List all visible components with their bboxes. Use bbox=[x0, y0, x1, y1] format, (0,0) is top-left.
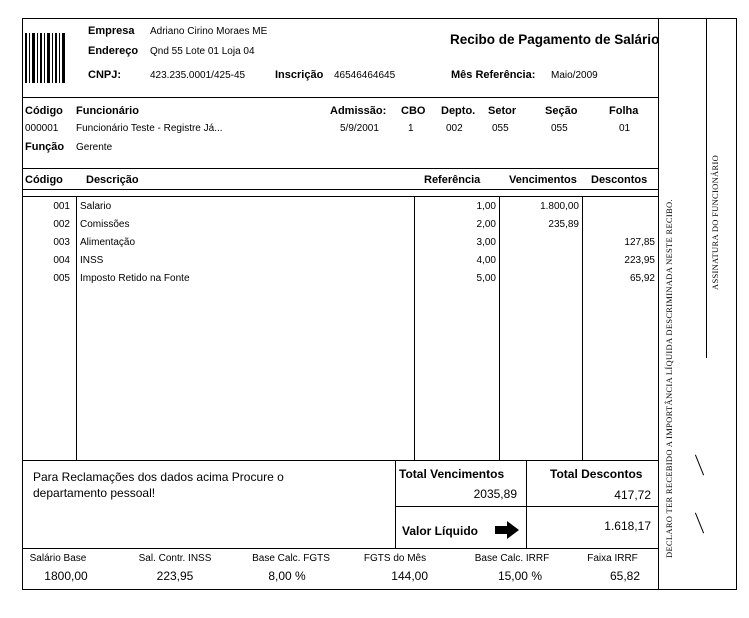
base-calc-fgts-label: Base Calc. FGTS bbox=[252, 553, 330, 564]
date-slash-mark bbox=[695, 513, 704, 534]
employee-folha: 01 bbox=[619, 123, 631, 134]
divider-table-bottom bbox=[22, 460, 659, 461]
table-row bbox=[22, 255, 659, 271]
col-line-vencimentos bbox=[582, 196, 583, 461]
signature-line bbox=[706, 18, 707, 358]
row-descontos: 127,85 bbox=[624, 237, 655, 248]
employee-secao: 055 bbox=[551, 123, 568, 134]
arrow-right-icon bbox=[494, 521, 520, 539]
faixa-irrf-label: Faixa IRRF bbox=[587, 553, 638, 564]
row-vencimentos: 235,89 bbox=[548, 219, 579, 230]
total-descontos-value: 417,72 bbox=[614, 488, 651, 502]
row-descricao: INSS bbox=[80, 255, 104, 266]
fgts-mes-value: 144,00 bbox=[391, 569, 428, 583]
cbo-label: CBO bbox=[401, 105, 426, 117]
employee-admissao: 5/9/2001 bbox=[340, 123, 379, 134]
row-codigo: 004 bbox=[53, 255, 70, 266]
endereco-label: Endereço bbox=[88, 45, 139, 57]
table-row bbox=[22, 237, 659, 253]
faixa-irrf-value: 65,82 bbox=[609, 569, 640, 583]
barcode-icon bbox=[25, 33, 65, 83]
secao-label: Seção bbox=[545, 105, 578, 117]
table-header-vencimentos: Vencimentos bbox=[509, 174, 577, 186]
totals-left-line bbox=[395, 460, 396, 549]
row-referencia: 4,00 bbox=[476, 255, 496, 266]
divider-header bbox=[22, 97, 659, 98]
row-descricao: Salario bbox=[80, 201, 112, 212]
divider-footer bbox=[22, 548, 659, 549]
sal-contr-inss-label: Sal. Contr. INSS bbox=[138, 553, 212, 564]
row-codigo: 001 bbox=[53, 201, 70, 212]
frame-right bbox=[736, 18, 737, 590]
base-calc-irrf-value: 15,00 % bbox=[497, 569, 542, 583]
row-referencia: 3,00 bbox=[476, 237, 496, 248]
divider-employee bbox=[22, 168, 659, 169]
divider-table-head bbox=[22, 189, 659, 190]
table-row bbox=[22, 201, 659, 217]
empresa-value: Adriano Cirino Moraes ME bbox=[150, 26, 268, 37]
row-codigo: 002 bbox=[53, 219, 70, 230]
funcionario-label: Funcionário bbox=[76, 105, 139, 117]
empresa-label: Empresa bbox=[88, 25, 135, 37]
base-calc-fgts-value: 8,00 % bbox=[268, 569, 306, 583]
divider-table-top bbox=[22, 196, 659, 197]
row-codigo: 005 bbox=[53, 273, 70, 284]
row-codigo: 003 bbox=[53, 237, 70, 248]
salario-base-value: 1800,00 bbox=[44, 569, 88, 583]
salario-base-label: Salário Base bbox=[29, 553, 87, 564]
employee-codigo: 000001 bbox=[25, 123, 59, 134]
row-descricao: Imposto Retido na Fonte bbox=[80, 273, 190, 284]
frame-bottom bbox=[22, 589, 737, 590]
row-descricao: Alimentação bbox=[80, 237, 136, 248]
row-descontos: 65,92 bbox=[629, 273, 655, 284]
row-referencia: 5,00 bbox=[476, 273, 496, 284]
cnpj-label: CNPJ: bbox=[88, 69, 122, 81]
table-header-descricao: Descrição bbox=[86, 174, 139, 186]
inscricao-label: Inscrição bbox=[275, 69, 324, 81]
row-vencimentos: 1.800,00 bbox=[540, 201, 579, 212]
funcao-value: Gerente bbox=[76, 142, 113, 153]
employee-name: Funcionário Teste - Registre Já... bbox=[76, 123, 223, 134]
signature-caption: ASSINATURA DO FUNCIONÁRIO bbox=[710, 154, 720, 290]
employee-setor: 055 bbox=[492, 123, 509, 134]
inscricao-value: 46546464645 bbox=[334, 70, 396, 81]
table-row bbox=[22, 219, 659, 235]
date-slash-mark bbox=[695, 455, 704, 476]
row-referencia: 2,00 bbox=[476, 219, 496, 230]
totals-mid-line bbox=[526, 460, 527, 549]
funcao-label: Função bbox=[25, 141, 65, 153]
row-referencia: 1,00 bbox=[476, 201, 496, 212]
table-header-codigo: Código bbox=[25, 174, 63, 186]
frame-top bbox=[22, 18, 737, 19]
employee-codigo-label: Código bbox=[25, 105, 63, 117]
table-row bbox=[22, 273, 659, 289]
col-line-codigo bbox=[76, 196, 77, 461]
depto-label: Depto. bbox=[441, 105, 476, 117]
table-header-descontos: Descontos bbox=[591, 174, 648, 186]
base-calc-irrf-label: Base Calc. IRRF bbox=[474, 553, 550, 564]
divider-totals-mid bbox=[395, 506, 659, 507]
valor-liquido-value: 1.618,17 bbox=[604, 519, 651, 533]
cnpj-value: 423.235.0001/425-45 bbox=[150, 70, 246, 81]
declaration-text: DECLARO TER RECEBIDO A IMPORTÂNCIA LÍQUIDA DESCRIMINADA NESTE RECIBO. bbox=[664, 199, 674, 558]
employee-depto: 002 bbox=[446, 123, 463, 134]
frame-left bbox=[22, 18, 23, 590]
mes-referencia-value: Maio/2009 bbox=[551, 70, 598, 81]
valor-liquido-label: Valor Líquido bbox=[402, 524, 479, 538]
col-line-referencia bbox=[499, 196, 500, 461]
fgts-mes-label: FGTS do Mês bbox=[363, 553, 427, 564]
sal-contr-inss-value: 223,95 bbox=[156, 569, 194, 583]
table-header-referencia: Referência bbox=[424, 174, 481, 186]
setor-label: Setor bbox=[488, 105, 517, 117]
complaints-note-line2: departamento pessoal! bbox=[33, 486, 156, 500]
folha-label: Folha bbox=[609, 105, 639, 117]
complaints-note-line1: Para Reclamações dos dados acima Procure o bbox=[33, 470, 284, 484]
total-vencimentos-value: 2035,89 bbox=[473, 487, 517, 501]
row-descricao: Comissões bbox=[80, 219, 130, 230]
endereco-value: Qnd 55 Lote 01 Loja 04 bbox=[150, 46, 255, 57]
frame-main-right bbox=[658, 18, 659, 590]
total-vencimentos-label: Total Vencimentos bbox=[399, 467, 505, 481]
row-descontos: 223,95 bbox=[624, 255, 655, 266]
total-descontos-label: Total Descontos bbox=[550, 467, 643, 481]
receipt-title: Recibo de Pagamento de Salário bbox=[450, 32, 660, 47]
admissao-label: Admissão: bbox=[330, 105, 387, 117]
mes-referencia-label: Mês Referência: bbox=[451, 69, 536, 81]
employee-cbo: 1 bbox=[408, 123, 414, 134]
col-line-descricao bbox=[414, 196, 415, 461]
